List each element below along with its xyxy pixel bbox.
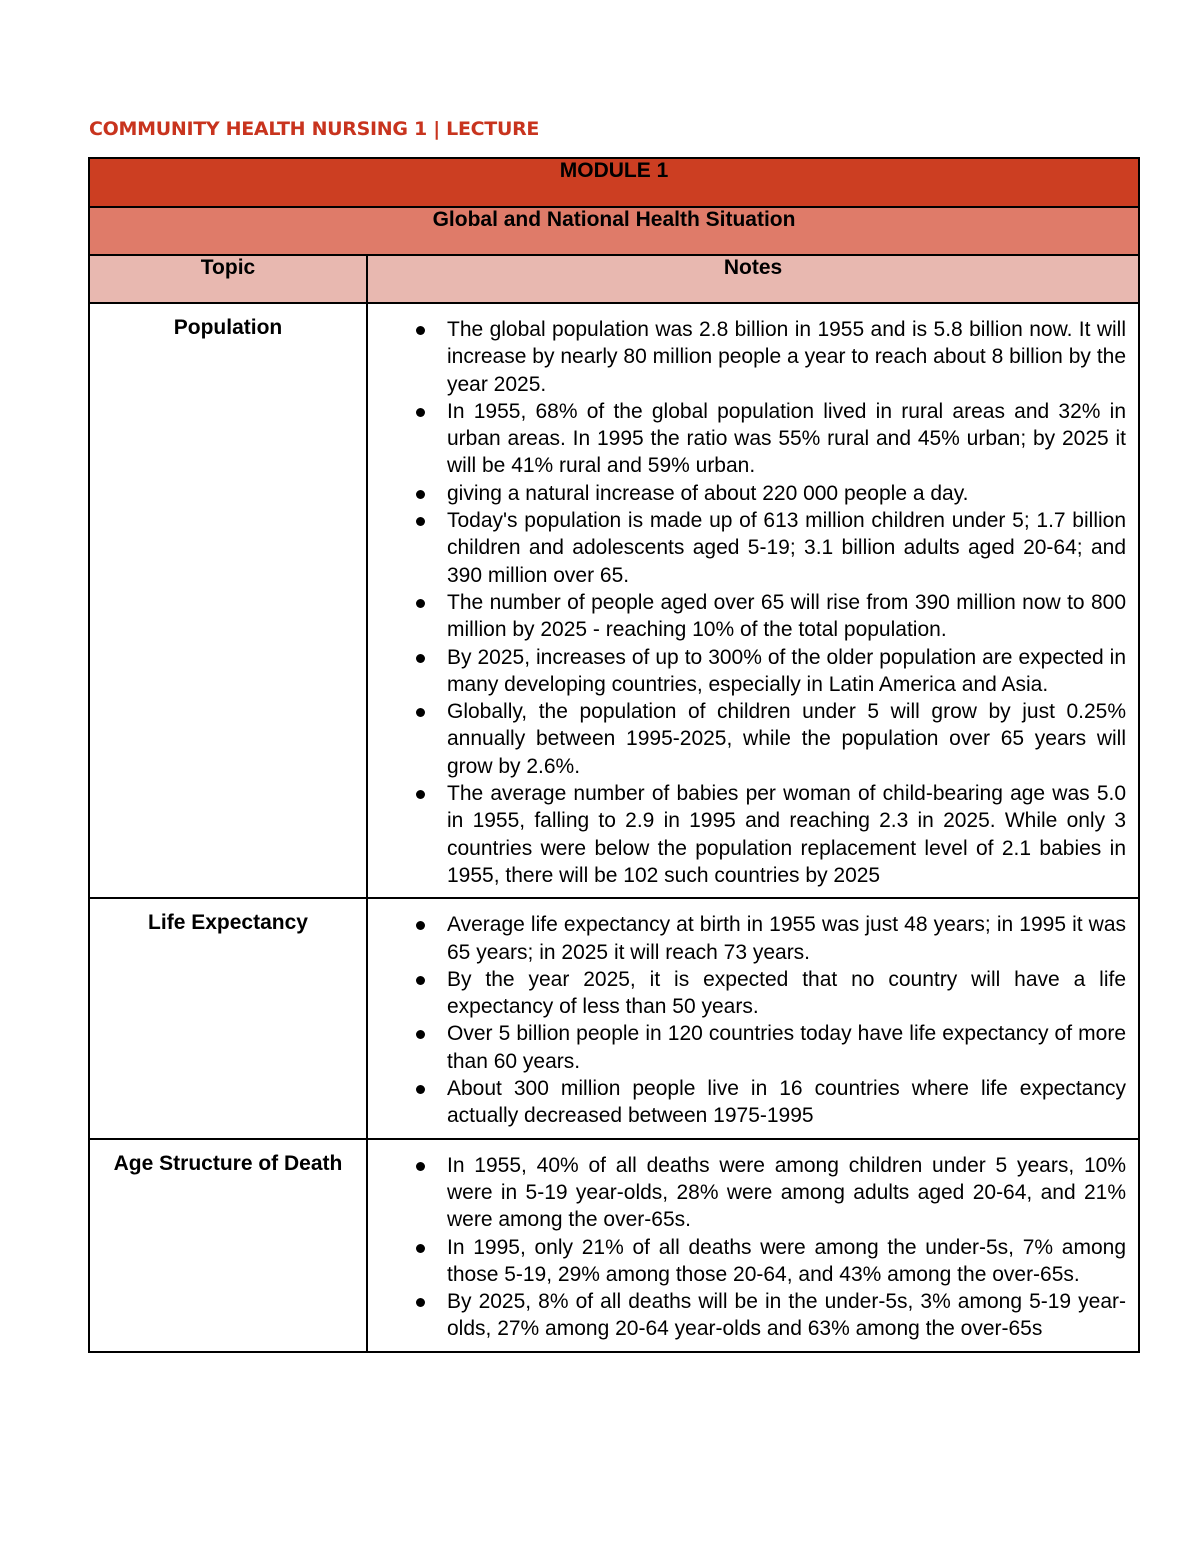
note-text: The average number of babies per woman of child-bearing age was 5.0 in 1955, falling to 2.9 in 1995 and reaching 2.3 in 2025. While only 3 countries were below the population replacement level of 2.1 babies in 1955, there will be 102 such countries by 2025	[447, 782, 1127, 887]
table-row	[89, 898, 1139, 1138]
list-item	[447, 398, 1126, 480]
column-header-notes: Notes	[367, 255, 1139, 303]
bullet-icon	[416, 599, 425, 608]
note-text: In 1955, 68% of the global population lived in rural areas and 32% in urban areas. In 1995 the ratio was 55% rural and 45% urban; by 2025 it will be 41% rural and 59% urban.	[447, 399, 1127, 478]
table-row	[89, 1139, 1139, 1352]
list-item	[447, 507, 1126, 589]
bullet-icon	[416, 1244, 425, 1253]
note-text: The number of people aged over 65 will rise from 390 million now to 800 million by 2025 - reaching 10% of the total population.	[447, 590, 1127, 642]
list-item	[447, 911, 1126, 966]
note-text: The global population was 2.8 billion in 1955 and is 5.8 billion now. It will increase by nearly 80 million people a year to reach about 8 billion by the year 2025.	[447, 318, 1127, 396]
note-text: Average life expectancy at birth in 1955 was just 48 years; in 1995 it was 65 years; in 2025 it will reach 73 years.	[447, 913, 1127, 964]
note-text: By 2025, 8% of all deaths will be in the under-5s, 3% among 5-19 year-olds, 27% among 20-64 year-olds and 63% among the over-65s	[447, 1290, 1127, 1341]
bullet-icon	[416, 408, 425, 417]
notes-list	[368, 1152, 1126, 1343]
bullet-icon	[416, 490, 425, 499]
note-text: About 300 million people live in 16 countries where life expectancy actually decreased between 1975-1995	[447, 1077, 1127, 1128]
list-item	[447, 589, 1126, 644]
topic-age-structure-of-death: Age Structure of Death	[89, 1139, 367, 1352]
note-text: Over 5 billion people in 120 countries today have life expectancy of more than 60 years.	[447, 1022, 1127, 1073]
list-item	[447, 780, 1126, 889]
list-item	[447, 1152, 1126, 1234]
bullet-icon	[416, 1298, 425, 1307]
subtitle-row	[89, 207, 1139, 255]
table-row	[89, 303, 1139, 898]
notes-age-structure-of-death	[367, 1139, 1139, 1352]
notes-life-expectancy	[367, 898, 1139, 1138]
bullet-icon	[416, 654, 425, 663]
bullet-icon	[416, 1162, 425, 1171]
module-label: MODULE 1	[89, 158, 1139, 207]
notes-list	[368, 316, 1126, 889]
note-text: In 1995, only 21% of all deaths were among the under-5s, 7% among those 5-19, 29% among those 20-64, and 43% among the over-65s.	[447, 1235, 1127, 1286]
list-item	[447, 316, 1126, 398]
module-row	[89, 158, 1139, 207]
list-item	[447, 1288, 1126, 1343]
note-text: By 2025, increases of up to 300% of the older population are expected in many developing countries, especially in Latin America and Asia.	[447, 645, 1127, 696]
document-header: COMMUNITY HEALTH NURSING 1 | LECTURE	[89, 118, 540, 140]
list-item	[447, 698, 1126, 780]
bullet-icon	[416, 790, 425, 799]
column-header-topic: Topic	[89, 255, 367, 303]
bullet-icon	[416, 976, 425, 985]
list-item	[447, 480, 1126, 507]
list-item	[447, 1075, 1126, 1130]
bullet-icon	[416, 708, 425, 717]
note-text: Globally, the population of children under 5 will grow by just 0.25% annually between 1995-2025, while the population over 65 years will grow by 2.6%.	[447, 700, 1127, 778]
note-text: giving a natural increase of about 220 000 people a day.	[447, 481, 969, 505]
bullet-icon	[416, 1030, 425, 1039]
column-header-row	[89, 255, 1139, 303]
list-item	[447, 1020, 1126, 1075]
notes-population	[367, 303, 1139, 898]
notes-list	[368, 911, 1126, 1129]
note-text: By the year 2025, it is expected that no country will have a life expectancy of less than 50 years.	[447, 967, 1127, 1019]
module-table	[88, 157, 1140, 1353]
bullet-icon	[416, 921, 425, 930]
topic-population: Population	[89, 303, 367, 898]
list-item	[447, 644, 1126, 699]
list-item	[447, 966, 1126, 1021]
note-text: In 1955, 40% of all deaths were among children under 5 years, 10% were in 5-19 year-olds, 28% were among adults aged 20-64, and 21% were among the over-65s.	[447, 1153, 1127, 1232]
bullet-icon	[416, 1085, 425, 1094]
list-item	[447, 1234, 1126, 1289]
bullet-icon	[416, 517, 425, 526]
topic-life-expectancy: Life Expectancy	[89, 898, 367, 1138]
note-text: Today's population is made up of 613 million children under 5; 1.7 billion children and adolescents aged 5-19; 3.1 billion adults aged 20-64; and 390 million over 65.	[447, 509, 1127, 587]
module-subtitle: Global and National Health Situation	[89, 207, 1139, 255]
bullet-icon	[416, 326, 425, 335]
